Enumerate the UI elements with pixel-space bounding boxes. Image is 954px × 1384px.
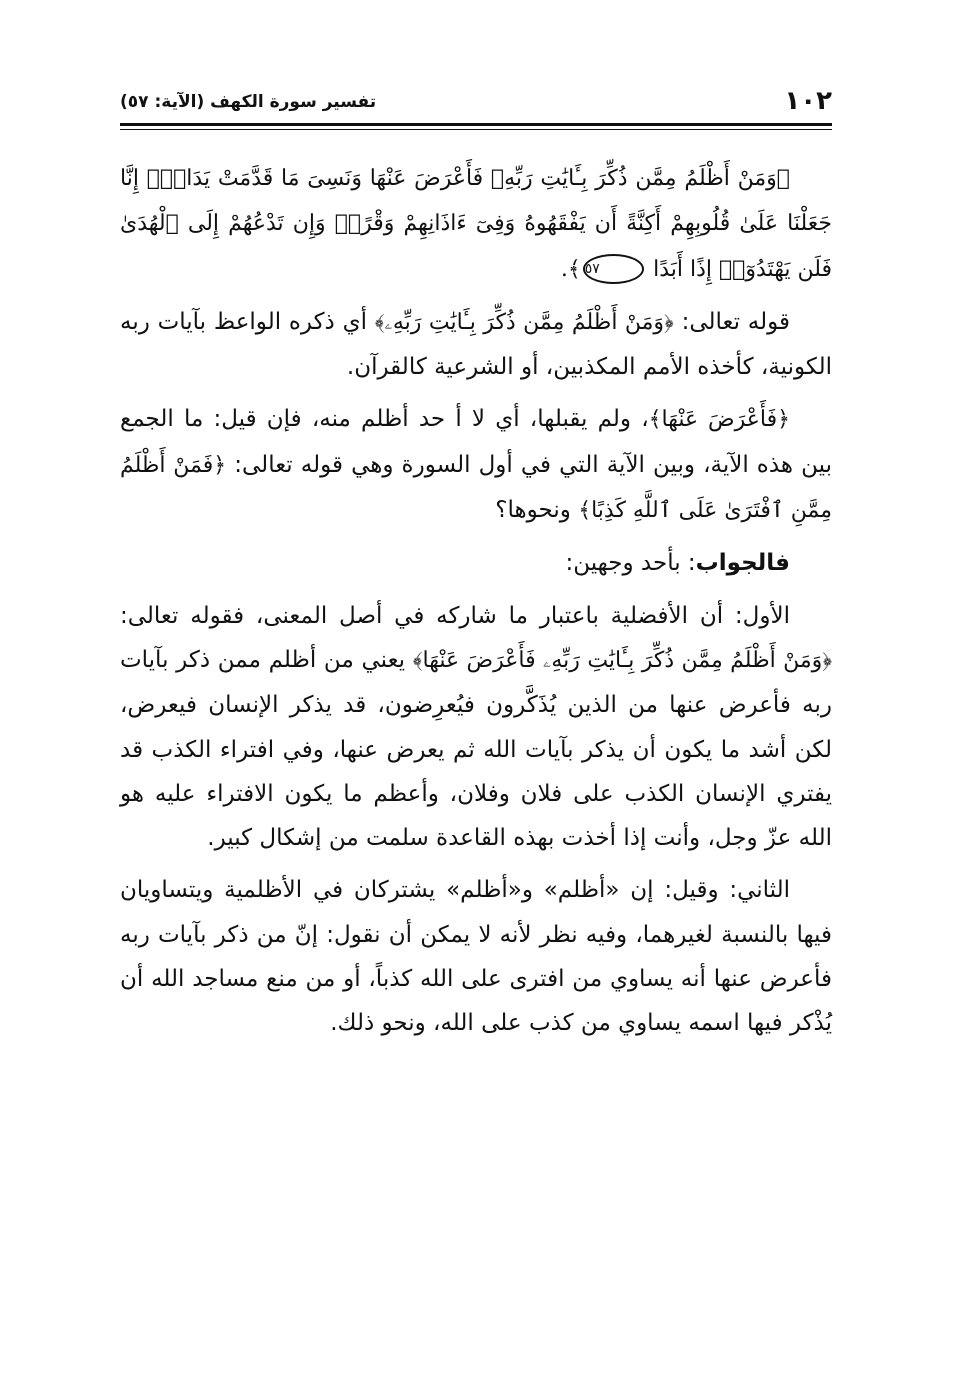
p1-rest: أي ذكره الواعظ بآيات ربه الكونية، كأخذه الأمم المكذبين، أو الشرعية كالقرآن. <box>120 308 832 381</box>
paragraph-3 <box>120 541 832 585</box>
page-number: ١٠٢ <box>784 86 832 116</box>
p2-quote-2: ﴿فَمَنْ أَظْلَمُ مِمَّنِ ٱفْتَرَىٰ عَلَى ٱللَّهِ كَذِبًا﴾ <box>120 452 832 524</box>
page-body <box>120 156 832 1046</box>
header-rule-thin <box>120 129 832 130</box>
page-header <box>120 84 832 124</box>
p3-rest: : بأحد وجهين: <box>565 550 696 577</box>
p2-quote-1: ﴿فَأَعْرَضَ عَنْهَا﴾ <box>648 407 790 433</box>
verse-text: ﴿وَمَنْ أَظْلَمُ مِمَّن ذُكِّرَ بِـَٔايَٰتِ رَبِّهِۦ فَأَعْرَضَ عَنْهَا وَنَسِىَ مَا قَدَّمَتْ يَدَاهُۚ إِنَّا جَعَلْنَا عَلَىٰ قُلُوبِهِمْ أَكِنَّةً أَن يَفْقَهُوهُ وَفِىٓ ءَاذَانِهِمْ وَقْرًاۖ وَإِن تَدْعُهُمْ إِلَى ٱلْهُدَىٰ فَلَن يَهْتَدُوٓا۟ إِذًا أَبَدًا <box>120 166 832 282</box>
p4-rest: يعني من أظلم ممن ذكر بآيات ربه فأعرض عنها من الذين يُذَكَّرون فيُعرِضون، قد يذكر الإنسان فيعرض، لكن أشد ما يكون أن يذكر بآيات الله ثم يعرض عنها، وفي افتراء الكذب قد يفتري الإنسان الكذب على فلان وفلان، وأعظم ما يكون الافتراء عليه هو الله عزّ وجل، وأنت إذا أخذت بهذه القاعدة سلمت من إشكال كبير. <box>120 646 832 852</box>
p4-lead: الأول: أن الأفضلية باعتبار ما شاركه في أصل المعنى، فقوله تعالى: <box>120 602 790 629</box>
p2-mid: ، ولم يقبلها، أي لا أ حد أظلم منه، فإن قيل: ما الجمع بين هذه الآية، وبين الآية التي في أول السورة وهي قوله تعالى: <box>120 406 832 478</box>
paragraph-1 <box>120 300 832 390</box>
ayah-number-marker: ٥٧ <box>583 254 644 284</box>
answer-heading: فالجواب <box>695 550 790 577</box>
paragraph-5 <box>120 868 832 1045</box>
quran-verse <box>120 156 832 292</box>
p2-rest: ونحوها؟ <box>495 497 579 524</box>
p4-quote: ﴿وَمَنْ أَظْلَمُ مِمَّن ذُكِّرَ بِـَٔايَٰتِ رَبِّهِۦ فَأَعْرَضَ عَنْهَا﴾ <box>412 647 832 673</box>
p5-text: الثاني: وقيل: إن «أظلم» و«أظلم» يشتركان في الأظلمية ويتساويان فيها بالنسبة لغيرهما، وفيه نظر لأنه لا يمكن أن نقول: إنّ من ذكر بآيات ربه فأعرض عنها أنه يساوي من افترى على الله كذباً، أو من منع مساجد الله أن يُذْكر فيها اسمه يساوي من كذب على الله، ونحو ذلك. <box>120 877 832 1037</box>
p1-quote: ﴿وَمَنْ أَظْلَمُ مِمَّن ذُكِّرَ بِـَٔايَٰتِ رَبِّهِۦ﴾ <box>374 309 674 335</box>
running-title: تفسير سورة الكهف (الآية: ٥٧) <box>120 92 377 112</box>
header-rule-thick <box>120 123 832 126</box>
verse-closing: ﴾. <box>560 256 581 282</box>
paragraph-4 <box>120 594 832 861</box>
p1-lead: قوله تعالى: <box>673 308 790 335</box>
paragraph-2 <box>120 397 832 533</box>
